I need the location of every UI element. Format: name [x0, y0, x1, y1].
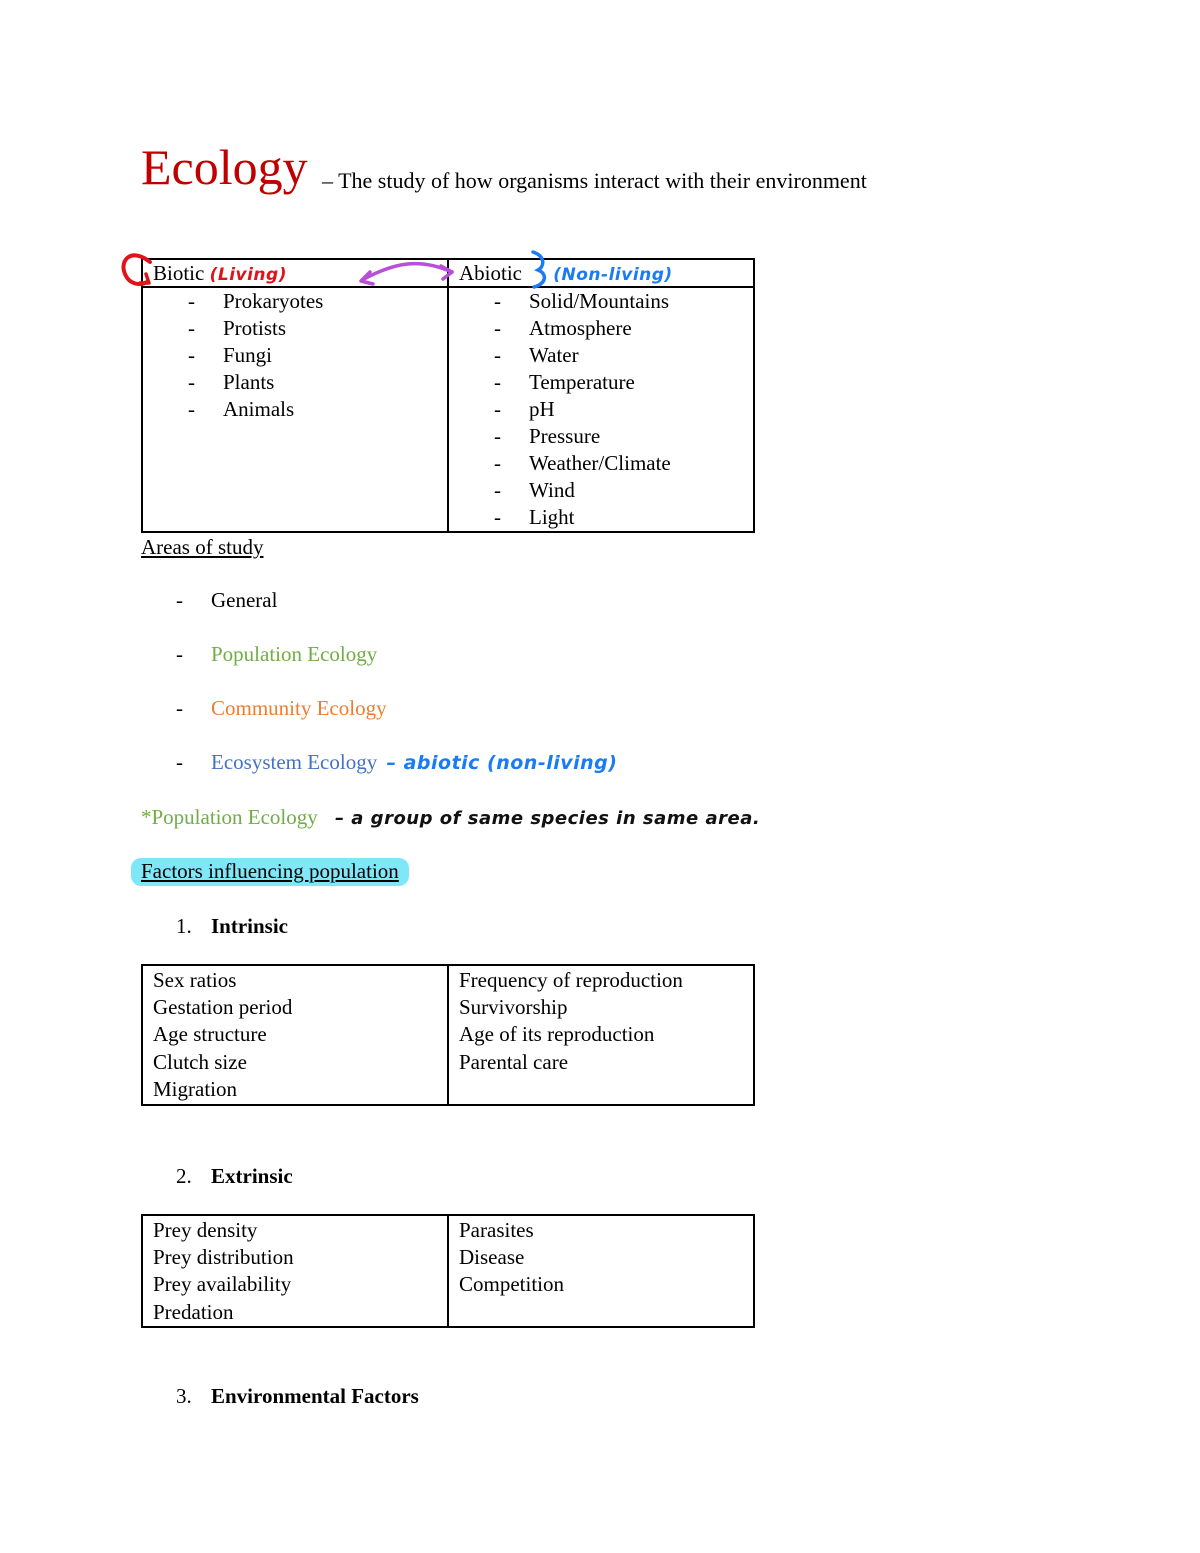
list-item: - Solid/Mountains	[449, 288, 753, 315]
factor-item: Migration	[153, 1076, 237, 1101]
list-item: - Temperature	[449, 369, 753, 396]
extrinsic-heading	[176, 1164, 293, 1189]
areas-heading: Areas of study	[141, 535, 264, 559]
factor-item: Gestation period	[153, 995, 293, 1020]
extrinsic-left-cell	[142, 1215, 448, 1327]
list-item: - Fungi	[143, 342, 447, 369]
area-item-community: - Community Ecology	[176, 696, 387, 720]
heading-label: Extrinsic	[211, 1164, 293, 1188]
factor-item: Clutch size	[153, 1049, 247, 1074]
ecosystem-handwritten-note: – abiotic (non-living)	[386, 752, 618, 774]
factor-item: Age of its reproduction	[459, 1022, 655, 1047]
intrinsic-right-cell	[448, 965, 754, 1105]
extrinsic-right-cell	[448, 1215, 754, 1327]
list-item: - Weather/Climate	[449, 450, 753, 477]
area-label: Population Ecology	[211, 642, 378, 666]
factor-item: Age structure	[153, 1022, 267, 1047]
abiotic-handwritten-note: (Non-living)	[553, 265, 673, 285]
biotic-handwritten-note: (Living)	[209, 265, 287, 285]
factor-item: Prey availability	[153, 1272, 292, 1297]
factor-item: Sex ratios	[153, 968, 237, 992]
environmental-heading	[176, 1384, 419, 1409]
area-item-general: - General	[176, 588, 278, 612]
red-curl-arrow-icon	[123, 255, 150, 284]
area-item-ecosystem: - Ecosystem Ecology – abiotic (non-living)	[176, 750, 618, 774]
list-item: - Wind	[449, 477, 753, 504]
extrinsic-table	[141, 1214, 755, 1328]
factor-item: Predation	[153, 1299, 234, 1324]
list-item: - Plants	[143, 369, 447, 396]
intrinsic-heading	[176, 914, 288, 939]
factor-item: Survivorship	[459, 995, 568, 1020]
factor-item: Frequency of reproduction	[459, 968, 683, 992]
population-handwritten-note: – a group of same species in same area.	[335, 808, 761, 829]
page-title: Ecology	[141, 139, 308, 195]
list-item: - Protists	[143, 315, 447, 342]
factors-heading: Factors influencing population	[131, 858, 409, 886]
list-item: - Pressure	[449, 423, 753, 450]
list-item: - Atmosphere	[449, 315, 753, 342]
list-number: 1.	[176, 914, 192, 938]
list-item: - Water	[449, 342, 753, 369]
population-label: *Population Ecology	[141, 805, 318, 829]
list-item: - Prokaryotes	[143, 288, 447, 315]
abiotic-header: Abiotic	[459, 261, 522, 285]
biotic-header: Biotic	[153, 261, 205, 285]
area-label: Community Ecology	[211, 696, 387, 720]
blue-curl-icon	[533, 252, 544, 287]
list-number: 2.	[176, 1164, 192, 1188]
red-arrowhead-icon	[140, 274, 149, 283]
area-item-population: - Population Ecology	[176, 642, 378, 666]
area-label: General	[211, 588, 278, 612]
list-item: - Animals	[143, 396, 447, 423]
population-note	[141, 805, 760, 830]
intrinsic-table	[141, 964, 755, 1106]
heading-label: Environmental Factors	[211, 1384, 419, 1408]
title-definition: – The study of how organisms interact with their environment	[322, 168, 867, 193]
factor-item: Disease	[459, 1245, 525, 1270]
factor-item: Competition	[459, 1272, 564, 1297]
purple-double-arrow-icon	[362, 264, 452, 280]
heading-label: Intrinsic	[211, 914, 289, 938]
factor-item: Prey density	[153, 1218, 258, 1242]
intrinsic-left-cell	[142, 965, 448, 1105]
area-label: Ecosystem Ecology	[211, 750, 378, 774]
list-number: 3.	[176, 1384, 192, 1408]
list-item: - pH	[449, 396, 753, 423]
factor-item: Parental care	[459, 1049, 569, 1074]
factor-item: Parasites	[459, 1218, 534, 1242]
factor-item: Prey distribution	[153, 1245, 294, 1270]
list-item: - Light	[449, 504, 753, 531]
